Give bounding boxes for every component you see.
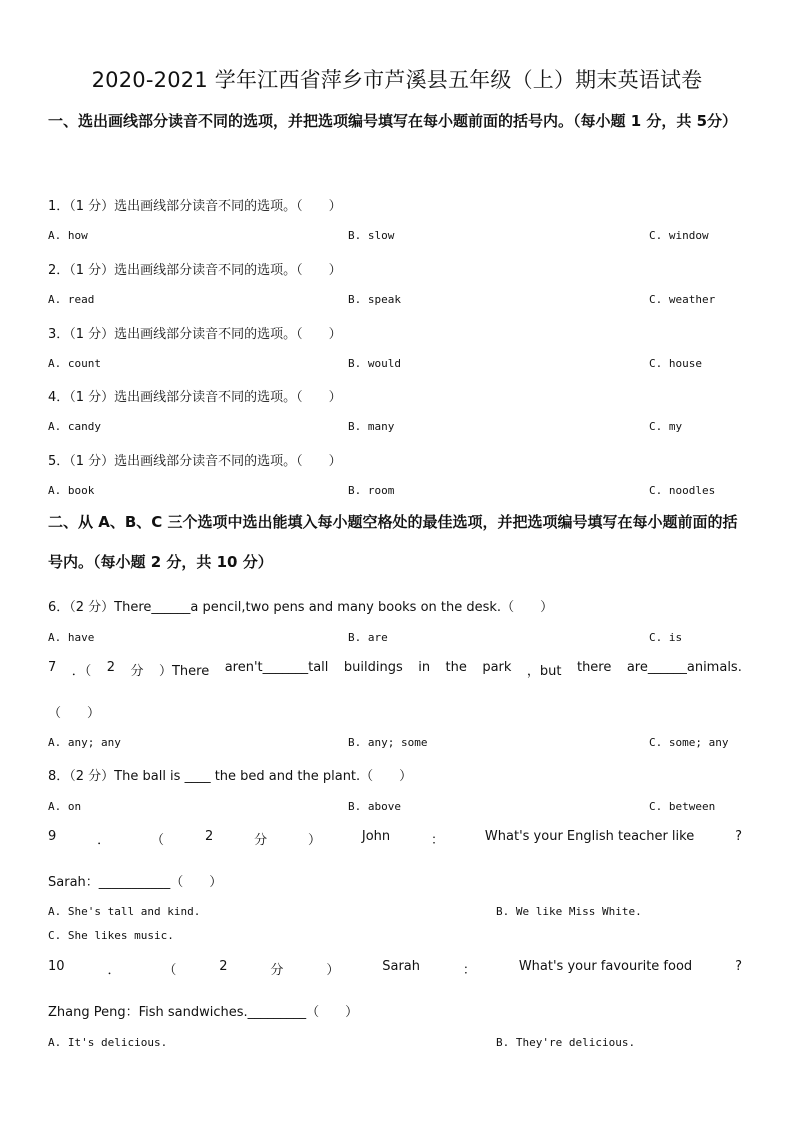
question-4-option-a[interactable]: A. candy	[48, 420, 101, 433]
question-7-token: buildings	[343, 660, 403, 675]
question-9-token: ?	[735, 829, 742, 844]
question-10-token: Sarah	[382, 959, 421, 974]
question-5-option-c[interactable]: C. noodles	[649, 484, 716, 497]
section-2-heading: 二、从 A、B、C 三个选项中选出能填入每小题空格处的最佳选项，并把选项编号填写在每小题前面的括号内。（每小题 2 分，共 10 分）	[48, 513, 738, 571]
question-10-token: 10	[48, 959, 65, 974]
question-6-option-a[interactable]: A. have	[48, 631, 95, 644]
page-title: 2020-2021 学年江西省萍乡市芦溪县五年级（上）期末英语试卷	[91, 68, 703, 92]
question-9-token: ：	[431, 833, 445, 848]
question-8-stem: 8．（2 分）The ball is ____ the bed and the plant.（ ）	[48, 769, 413, 784]
question-9-token: 2	[204, 829, 214, 844]
question-7-answer-bracket: （ ）	[48, 706, 101, 721]
question-10-token: 2	[219, 959, 228, 974]
question-3-option-c[interactable]: C. house	[649, 357, 702, 370]
question-10-option-b[interactable]: B. They're delicious.	[496, 1036, 636, 1049]
question-1-option-a[interactable]: A. how	[48, 229, 88, 242]
question-2-option-a[interactable]: A. read	[48, 293, 95, 306]
question-9-option-b[interactable]: B. We like Miss White.	[496, 905, 642, 918]
question-7-token: in	[418, 660, 431, 675]
question-7-token: 7	[48, 660, 57, 675]
question-4-option-b[interactable]: B. many	[348, 420, 395, 433]
question-7-token: are______animals.	[626, 660, 742, 675]
question-7-token: ，but	[526, 664, 562, 679]
question-10-token: 分	[270, 963, 284, 978]
question-10-token: （	[163, 963, 177, 978]
question-8-option-b[interactable]: B. above	[348, 800, 401, 813]
question-2-option-c[interactable]: C. weather	[649, 293, 716, 306]
question-6-option-b[interactable]: B. are	[348, 631, 388, 644]
question-9-option-a[interactable]: A. She's tall and kind.	[48, 905, 201, 918]
question-5-option-b[interactable]: B. room	[348, 484, 395, 497]
question-8-option-c[interactable]: C. between	[649, 800, 716, 813]
question-7-token: ．（	[71, 664, 92, 679]
question-2-stem: 2．（1 分）选出画线部分读音不同的选项。（ ）	[48, 263, 342, 278]
question-9-token: What's your English teacher like	[484, 829, 695, 844]
question-9-token: ．	[97, 833, 111, 848]
question-10-option-a[interactable]: A. It's delicious.	[48, 1036, 168, 1049]
question-9-token: 9	[48, 829, 57, 844]
question-7-token: there	[576, 660, 612, 675]
question-10-stem	[48, 959, 742, 978]
question-10-token: ．	[107, 963, 121, 978]
question-4-option-c[interactable]: C. my	[649, 420, 683, 433]
question-7-option-c[interactable]: C. some; any	[649, 736, 729, 749]
question-7-option-a[interactable]: A. any; any	[48, 736, 121, 749]
question-7-token: the	[445, 660, 467, 675]
question-10-dialogue-line: Zhang Peng：Fish sandwiches._________（ ）	[48, 1005, 359, 1020]
question-9-option-c[interactable]: C. She likes music.	[48, 929, 174, 942]
question-5-option-a[interactable]: A. book	[48, 484, 95, 497]
question-7-token: 2	[106, 660, 116, 675]
question-8-option-a[interactable]: A. on	[48, 800, 82, 813]
question-6-stem: 6．（2 分）There______a pencil,two pens and many books on the desk.（ ）	[48, 600, 554, 615]
question-3-option-a[interactable]: A. count	[48, 357, 101, 370]
question-1-option-b[interactable]: B. slow	[348, 229, 395, 242]
question-10-token: What's your favourite food	[518, 959, 693, 974]
question-7-token: ）There	[158, 664, 210, 679]
question-10-token: ?	[735, 959, 742, 974]
question-7-token: 分	[130, 664, 144, 679]
question-6-option-c[interactable]: C. is	[649, 631, 683, 644]
question-7-token: aren't_______tall	[224, 660, 329, 675]
question-3-stem: 3．（1 分）选出画线部分读音不同的选项。（ ）	[48, 327, 342, 342]
question-4-stem: 4．（1 分）选出画线部分读音不同的选项。（ ）	[48, 390, 342, 405]
section-1-heading: 一、选出画线部分读音不同的选项，并把选项编号填写在每小题前面的括号内。（每小题 1 分，共 5分）	[48, 112, 738, 130]
question-9-token: 分	[254, 833, 268, 848]
question-9-stem	[48, 829, 742, 848]
question-7-token: park	[482, 660, 512, 675]
question-7-stem	[48, 660, 742, 679]
question-1-option-c[interactable]: C. window	[649, 229, 709, 242]
question-2-option-b[interactable]: B. speak	[348, 293, 401, 306]
question-9-token: ）	[307, 833, 321, 848]
question-10-token: ）	[326, 963, 340, 978]
question-9-dialogue-line: Sarah：___________（ ）	[48, 875, 223, 890]
question-9-token: John	[361, 829, 391, 844]
question-5-stem: 5．（1 分）选出画线部分读音不同的选项。（ ）	[48, 454, 342, 469]
question-3-option-b[interactable]: B. would	[348, 357, 401, 370]
question-7-option-b[interactable]: B. any; some	[348, 736, 428, 749]
question-9-token: （	[151, 833, 165, 848]
question-10-token: ：	[462, 963, 476, 978]
question-1-stem: 1．（1 分）选出画线部分读音不同的选项。（ ）	[48, 199, 342, 214]
